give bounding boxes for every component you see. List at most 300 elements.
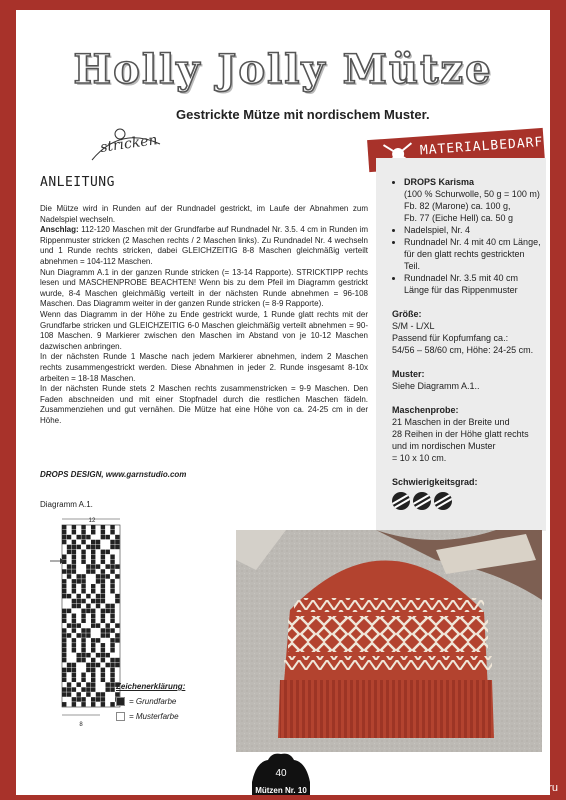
chart-cell <box>96 663 100 668</box>
chart-cell <box>106 633 110 638</box>
chart-cell <box>115 564 119 569</box>
chart-cell <box>77 535 81 540</box>
chart-cell <box>110 569 114 574</box>
material-item: • Rundnadel Nr. 3.5 mit 40 cm Länge für das Rippenmuster <box>404 272 542 296</box>
chart-cell <box>106 682 110 687</box>
chart-cell <box>91 687 95 692</box>
chart-cell <box>67 550 71 555</box>
material-content <box>392 176 542 510</box>
chart-cell <box>96 623 100 628</box>
chart-cell <box>62 692 66 697</box>
chart-cell <box>67 535 71 540</box>
legend-contrast-label: = Musterfarbe <box>129 712 179 721</box>
chart-cell <box>72 550 76 555</box>
chart-cell <box>62 658 66 663</box>
chart-cell <box>77 594 81 599</box>
chart-cell <box>81 633 85 638</box>
chart-cell <box>101 658 105 663</box>
chart-cell <box>96 697 100 702</box>
chart-cell <box>72 687 76 692</box>
chart-cell <box>101 594 105 599</box>
chart-cell <box>86 604 90 609</box>
hat-illustration <box>236 530 542 752</box>
chart-cell <box>77 599 81 604</box>
chart-cell <box>101 614 105 619</box>
size-heading: Größe: <box>392 309 422 319</box>
magazine-page <box>16 10 550 795</box>
page-title: Holly Jolly Mütze <box>73 46 493 93</box>
chart-cell <box>62 628 66 633</box>
size-line: 54/56 – 58/60 cm, Höhe: 24-25 cm. <box>392 345 534 355</box>
chart-cell <box>77 697 81 702</box>
chart-cell <box>81 609 85 614</box>
material-list <box>392 176 542 296</box>
chart-cell <box>115 599 119 604</box>
chart-cell <box>91 545 95 550</box>
chart-cell <box>91 702 95 707</box>
chart-cell <box>62 614 66 619</box>
chart-cell <box>72 555 76 560</box>
chart-cell <box>115 540 119 545</box>
chart-cell <box>86 668 90 673</box>
chart-cell <box>91 663 95 668</box>
chart-cell <box>77 692 81 697</box>
chart-cell <box>101 589 105 594</box>
difficulty-rating <box>392 492 542 510</box>
contrast-color-swatch <box>116 712 125 721</box>
chart-cell <box>81 540 85 545</box>
chart-cell <box>86 564 90 569</box>
chart-cell <box>67 564 71 569</box>
chart-cell <box>115 623 119 628</box>
chart-cell <box>91 555 95 560</box>
chart-cell <box>81 638 85 643</box>
chart-cell <box>86 663 90 668</box>
chart-cell <box>77 574 81 579</box>
chart-cell <box>81 643 85 648</box>
chart-cell <box>72 579 76 584</box>
chart-cell <box>110 687 114 692</box>
chart-cell <box>62 702 66 707</box>
chart-cell <box>96 692 100 697</box>
chart-cell <box>91 697 95 702</box>
chart-cell <box>91 525 95 530</box>
chart-cell <box>67 623 71 628</box>
chart-cell <box>72 589 76 594</box>
chart-cell <box>110 677 114 682</box>
chart-cell <box>96 599 100 604</box>
chart-cell <box>106 653 110 658</box>
chart-cell <box>106 623 110 628</box>
chart-cell <box>72 697 76 702</box>
legend-heading: Zeichenerklärung: <box>116 682 186 691</box>
chart-cell <box>81 653 85 658</box>
chart-cell <box>81 702 85 707</box>
chart-cell <box>62 677 66 682</box>
chart-cell <box>72 638 76 643</box>
chart-cell <box>72 564 76 569</box>
chart-cell <box>81 599 85 604</box>
chart-cell <box>101 569 105 574</box>
category-stamp <box>80 122 170 172</box>
chart-cell <box>101 609 105 614</box>
chart-cell <box>62 668 66 673</box>
chart-cell <box>115 594 119 599</box>
chart-cell <box>86 609 90 614</box>
chart-cell <box>67 692 71 697</box>
chart-cell <box>72 604 76 609</box>
pattern-heading: Muster: <box>392 369 425 379</box>
chart-cell <box>115 638 119 643</box>
chart-cell <box>110 663 114 668</box>
chart-cell <box>72 702 76 707</box>
chart-cell <box>81 687 85 692</box>
chart-cell <box>62 653 66 658</box>
gauge-line: und im nordischen Muster <box>392 441 496 451</box>
chart-cell <box>72 623 76 628</box>
chart-cell <box>91 677 95 682</box>
chart-cell <box>110 682 114 687</box>
chart-cell <box>110 628 114 633</box>
chart-cell <box>106 550 110 555</box>
chart-cell <box>101 579 105 584</box>
chart-cell <box>115 574 119 579</box>
difficulty-heading: Schwierigkeitsgrad: <box>392 477 478 487</box>
chart-cell <box>91 638 95 643</box>
chart-cell <box>96 540 100 545</box>
chart-cell <box>62 584 66 589</box>
chart-cell <box>86 569 90 574</box>
chart-cell <box>77 682 81 687</box>
chart-cell <box>101 525 105 530</box>
chart-cell <box>77 623 81 628</box>
chart-cell <box>72 614 76 619</box>
chart-cell <box>67 609 71 614</box>
chart-cell <box>72 584 76 589</box>
chart-cell <box>110 614 114 619</box>
chart-cell <box>81 673 85 678</box>
chart-cell <box>91 559 95 564</box>
chart-cell <box>110 555 114 560</box>
chart-cell <box>72 545 76 550</box>
chart-cell <box>101 559 105 564</box>
chart-cell <box>62 648 66 653</box>
chart-cell <box>110 540 114 545</box>
chart-cell <box>62 643 66 648</box>
instructions-paragraph: Nun Diagramm A.1 in der ganzen Runde stricken (= 13-14 Rapporte). STRICKTIPP rechts lesen und MASCHENPROBE BEACHTEN! Wenn bis zu dem Pfeil im Diagramm gestrickt wurde, 8-4 Maschen gleichmäßig verteilt in der nächsten Runde abnehmen = 96-108 Maschen. Das Diagramm weiter in der ganzen Runde stricken (= 8-9 Rapporte). <box>40 267 368 309</box>
chart-cell <box>101 653 105 658</box>
chart-cell <box>62 535 66 540</box>
chart-cell <box>72 569 76 574</box>
chart-cell <box>77 545 81 550</box>
chart-cell <box>77 653 81 658</box>
material-banner-label: MATERIALBEDARF <box>419 134 544 159</box>
chart-cell <box>110 643 114 648</box>
chart-cell <box>101 618 105 623</box>
chart-cell <box>72 530 76 535</box>
chart-cell <box>62 618 66 623</box>
chart-cell <box>81 614 85 619</box>
chart-cell <box>96 574 100 579</box>
chart-cell <box>62 633 66 638</box>
knitting-chart <box>50 515 122 727</box>
chart-cell <box>91 682 95 687</box>
chart-cell <box>62 579 66 584</box>
chart-cell <box>81 579 85 584</box>
chart-cell <box>81 525 85 530</box>
chart-cell <box>96 545 100 550</box>
legend-base-label: = Grundfarbe <box>129 697 177 706</box>
forum-watermark: PassionForum.ru <box>474 782 558 794</box>
chart-cell <box>115 535 119 540</box>
chart-cell <box>91 648 95 653</box>
chart-cell <box>110 668 114 673</box>
instructions-paragraph: Wenn das Diagramm in der Höhe zu Ende gestrickt wurde, 1 Runde glatt rechts mit der Grundfarbe stricken und GLEICHZEITIG 6-0 Maschen gleichmäßig verteilt abnehmen = 90-108 Maschen. 9 Markierer zwischen den Maschen im Abstand von je 10-12 Maschen dazwischen anbringen. <box>40 309 368 351</box>
chart-cell <box>72 677 76 682</box>
chart-cell <box>62 594 66 599</box>
page-badge-text <box>248 752 314 795</box>
chart-cell <box>86 692 90 697</box>
chart-cell <box>110 545 114 550</box>
chart-cell <box>86 628 90 633</box>
chart-cell <box>86 687 90 692</box>
chart-cell <box>62 638 66 643</box>
chart-cell <box>81 618 85 623</box>
chart-cell <box>96 653 100 658</box>
size-line: S/M - L/XL <box>392 321 435 331</box>
chart-cell <box>67 569 71 574</box>
chart-cell <box>72 668 76 673</box>
chart-cell <box>96 564 100 569</box>
chart-cell <box>67 633 71 638</box>
chart-cell <box>81 677 85 682</box>
chart-cell <box>101 677 105 682</box>
base-color-swatch <box>116 697 125 706</box>
chart-cell <box>91 550 95 555</box>
chart-cell <box>72 559 76 564</box>
instructions-paragraph: In der nächsten Runde stets 2 Maschen rechts zusammenstricken = 9-9 Maschen. Den Faden abschneiden und mit einer Stopfnadel durch die restlichen Maschen fädeln. Zusammenziehen und gut vernähen. Die Mütze hat eine Höhe von ca. 24-25 cm in der Höhe. <box>40 384 368 425</box>
chart-cell <box>62 673 66 678</box>
gauge-line: = 10 x 10 cm. <box>392 453 447 463</box>
chart-cell <box>62 530 66 535</box>
chart-cell <box>81 628 85 633</box>
chart-cell <box>96 604 100 609</box>
chart-cell <box>91 643 95 648</box>
design-credit: DROPS DESIGN, www.garnstudio.com <box>40 470 187 479</box>
chart-cell <box>81 697 85 702</box>
chart-cell <box>106 687 110 692</box>
chart-cell <box>110 658 114 663</box>
chart-cell <box>72 540 76 545</box>
chart-cell <box>106 663 110 668</box>
chart-cell <box>110 618 114 623</box>
chart-cell <box>110 584 114 589</box>
chart-cell <box>101 584 105 589</box>
instructions-heading: ANLEITUNG <box>40 175 115 190</box>
chart-legend <box>116 682 185 721</box>
page-number: 40 <box>275 768 287 779</box>
chart-cell <box>101 643 105 648</box>
chart-cell <box>115 633 119 638</box>
material-item: • DROPS Karisma (100 % Schurwolle, 50 g = 100 m) Fb. 82 (Marone) ca. 100 g, Fb. 77 (Eiche Hell) ca. 50 g <box>404 176 542 224</box>
instructions-paragraph: Die Mütze wird in Runden auf der Rundnadel gestrickt, im Laufe der Abnahmen zum Nadelspiel wechseln. <box>40 204 368 224</box>
chart-cell <box>91 589 95 594</box>
yarn-ball-icon <box>413 492 431 510</box>
chart-cell <box>62 609 66 614</box>
instructions-paragraph: In der nächsten Runde 1 Masche nach jedem Markierer abnehmen, indem 2 Maschen rechts zusammengestrickt werden. Diese Abnahmen in jeder 2. Runde insgesamt 8-10x arbeiten = 18-18 Maschen. <box>40 352 368 383</box>
chart-cell <box>101 702 105 707</box>
chart-cell <box>72 628 76 633</box>
chart-cell <box>110 609 114 614</box>
chart-cell <box>96 579 100 584</box>
chart-cell <box>101 673 105 678</box>
chart-cell <box>110 564 114 569</box>
chart-cell <box>62 555 66 560</box>
chart-cell <box>110 673 114 678</box>
magazine-issue: Mützen Nr. 10 <box>255 786 307 795</box>
chart-cell <box>101 692 105 697</box>
chart-cell <box>106 609 110 614</box>
chart-cell <box>110 648 114 653</box>
chart-cell <box>91 618 95 623</box>
chart-cell <box>81 550 85 555</box>
chart-cell <box>72 663 76 668</box>
chart-cell <box>101 628 105 633</box>
chart-cell <box>67 682 71 687</box>
chart-cell <box>91 658 95 663</box>
chart-cell <box>81 555 85 560</box>
chart-cell <box>110 559 114 564</box>
material-item: • Rundnadel Nr. 4 mit 40 cm Länge, für den glatt rechts gestrickten Teil. <box>404 236 542 272</box>
legend-row <box>116 697 185 706</box>
chart-cell <box>62 525 66 530</box>
chart-cell <box>67 668 71 673</box>
chart-cell <box>101 550 105 555</box>
chart-cell <box>110 530 114 535</box>
chart-cell <box>81 584 85 589</box>
hat-photo <box>236 530 542 752</box>
chart-cell <box>101 574 105 579</box>
chart-cell <box>91 584 95 589</box>
chart-cell <box>101 697 105 702</box>
chart-cell <box>77 633 81 638</box>
size-line: Passend für Kopfumfang ca.: <box>392 333 509 343</box>
chart-cell <box>86 535 90 540</box>
chart-cell <box>91 569 95 574</box>
chart-cell <box>67 594 71 599</box>
chart-cell <box>77 579 81 584</box>
chart-cell <box>72 643 76 648</box>
chart-cell <box>67 663 71 668</box>
chart-cell <box>86 653 90 658</box>
chart-cell <box>72 673 76 678</box>
chart-cell <box>81 574 85 579</box>
legend-row <box>116 712 185 721</box>
chart-cell <box>96 638 100 643</box>
chart-cell <box>110 702 114 707</box>
chart-cell <box>81 535 85 540</box>
chart-cell <box>115 663 119 668</box>
material-item: • Nadelspiel, Nr. 4 <box>404 224 542 236</box>
chart-cell <box>67 574 71 579</box>
chart-cell <box>81 648 85 653</box>
chart-cell <box>62 687 66 692</box>
chart-cell <box>72 648 76 653</box>
chart-cell <box>106 574 110 579</box>
chart-cell <box>91 673 95 678</box>
gauge-heading: Maschenprobe: <box>392 405 459 415</box>
chart-cell <box>62 569 66 574</box>
chart-top-count: 12 <box>88 518 96 524</box>
chart-cell <box>110 638 114 643</box>
page-subtitle: Gestrickte Mütze mit nordischem Muster. <box>176 107 430 122</box>
chart-cell <box>96 594 100 599</box>
chart-cell <box>81 658 85 663</box>
chart-cell <box>67 545 71 550</box>
chart-cell <box>77 658 81 663</box>
chart-cell <box>91 540 95 545</box>
chart-cell <box>86 682 90 687</box>
chart-cell <box>62 589 66 594</box>
chart-cell <box>106 535 110 540</box>
chart-cell <box>115 658 119 663</box>
chart-cell <box>110 589 114 594</box>
chart-cell <box>91 530 95 535</box>
chart-cell <box>106 604 110 609</box>
chart-cell <box>110 525 114 530</box>
chart-cell <box>110 604 114 609</box>
chart-cell <box>81 589 85 594</box>
gauge-line: 21 Maschen in der Breite und <box>392 417 510 427</box>
chart-cell <box>91 599 95 604</box>
chart-cell <box>81 530 85 535</box>
chart-cell <box>101 648 105 653</box>
chart-cell <box>106 628 110 633</box>
chart-cell <box>86 545 90 550</box>
chart-cell <box>91 668 95 673</box>
chart-cell <box>91 564 95 569</box>
chart-cell <box>86 594 90 599</box>
yarn-ball-icon <box>392 492 410 510</box>
chart-cell <box>101 530 105 535</box>
chart-cell <box>91 614 95 619</box>
chart-cell <box>101 555 105 560</box>
chart-bottom-count: 8 <box>79 722 83 727</box>
chart-cell <box>106 564 110 569</box>
diagram-label: Diagramm A.1. <box>40 500 93 509</box>
chart-cell <box>72 599 76 604</box>
gauge-line: 28 Reihen in der Höhe glatt rechts <box>392 429 529 439</box>
chart-cell <box>101 535 105 540</box>
chart-cell <box>62 540 66 545</box>
chart-cell <box>101 633 105 638</box>
chart-cell <box>110 579 114 584</box>
instructions-paragraph: Anschlag: 112-120 Maschen mit der Grundfarbe auf Rundnadel Nr. 3.5. 4 cm in Runden im Rippenmuster stricken (2 Maschen rechts / 2 Maschen links). Zu Rundnadel Nr. 4 wechseln und 1 Runde rechts stricken, dabei GLEICHZEITIG 8-8 Maschen gleichmäßig verteilt abnehmen = 104-112 Maschen. <box>40 225 368 266</box>
chart-cell <box>72 618 76 623</box>
chart-cell <box>72 525 76 530</box>
chart-cell <box>91 623 95 628</box>
chart-cell <box>115 545 119 550</box>
chart-cell <box>91 609 95 614</box>
chart-cell <box>81 559 85 564</box>
chart-cell <box>101 668 105 673</box>
chart-cell <box>101 599 105 604</box>
instructions-body <box>40 204 368 426</box>
chart-cell <box>77 604 81 609</box>
chart-cell <box>67 687 71 692</box>
chart-cell <box>86 633 90 638</box>
pattern-text: Siehe Diagramm A.1.. <box>392 381 480 391</box>
